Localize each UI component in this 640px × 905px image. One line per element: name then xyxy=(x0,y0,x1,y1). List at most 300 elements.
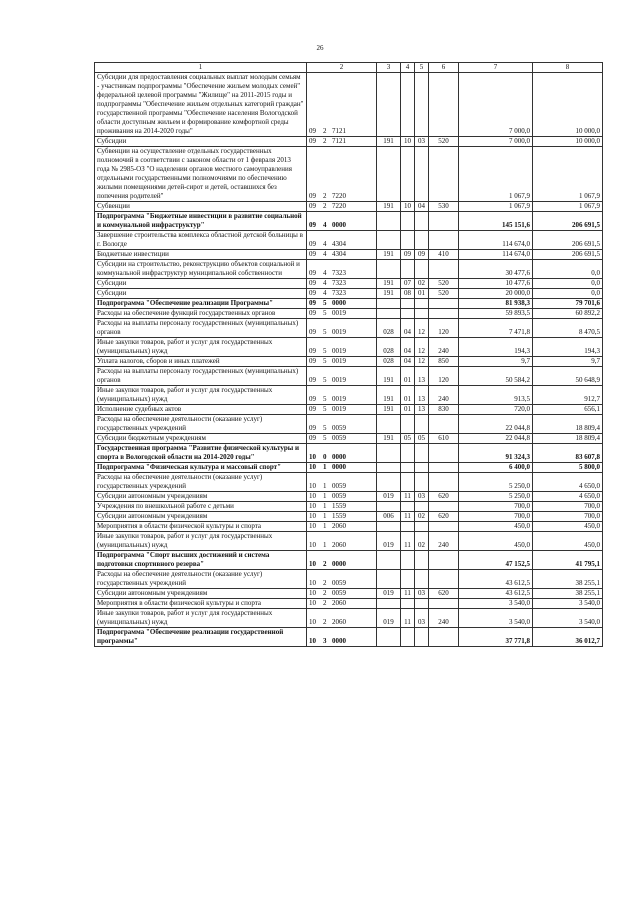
section-code: 10 xyxy=(401,137,415,147)
code-part: 10 xyxy=(309,541,316,549)
code-part: 2060 xyxy=(332,522,346,530)
row-name: Субсидии автономным учреждениям xyxy=(95,512,307,522)
table-row xyxy=(95,492,603,502)
grbs-code: 191 xyxy=(377,202,401,212)
grbs-code: 191 xyxy=(377,434,401,444)
section-code xyxy=(401,299,415,309)
row-name: Субвенции xyxy=(95,202,307,212)
subsection-code: 13 xyxy=(415,386,429,405)
subsection-code: 02 xyxy=(415,279,429,289)
expense-type-code: 520 xyxy=(429,289,459,299)
grbs-code: 019 xyxy=(377,492,401,502)
code-part: 0019 xyxy=(332,357,346,365)
grbs-code: 191 xyxy=(377,386,401,405)
code-part: 5 xyxy=(323,299,327,307)
section-code: 11 xyxy=(401,609,415,628)
row-name: Учреждения по внешкольной работе с детьми xyxy=(95,502,307,512)
table-row xyxy=(95,319,603,338)
subsection-code: 03 xyxy=(415,137,429,147)
grbs-code xyxy=(377,212,401,231)
code-part: 09 xyxy=(309,424,316,432)
code-part: 0019 xyxy=(332,395,346,403)
code-part: 10 xyxy=(309,453,316,461)
amount-year-2: 700,0 xyxy=(533,512,603,522)
amount-year-1: 22 044,8 xyxy=(459,434,533,444)
target-article-code xyxy=(307,357,377,367)
amount-year-1: 450,0 xyxy=(459,532,533,551)
code-part: 1 xyxy=(323,463,327,471)
table-row xyxy=(95,570,603,589)
amount-year-2: 38 255,1 xyxy=(533,589,603,599)
table-row xyxy=(95,444,603,463)
expense-type-code xyxy=(429,444,459,463)
expense-type-code: 240 xyxy=(429,338,459,357)
amount-year-1: 145 151,6 xyxy=(459,212,533,231)
code-part: 10 xyxy=(309,637,316,645)
grbs-code: 191 xyxy=(377,137,401,147)
subsection-code: 12 xyxy=(415,357,429,367)
amount-year-2: 10 000,0 xyxy=(533,137,603,147)
expense-type-code: 620 xyxy=(429,512,459,522)
amount-year-2: 0,0 xyxy=(533,289,603,299)
section-code: 07 xyxy=(401,279,415,289)
code-part: 2 xyxy=(323,192,327,200)
row-name: Субсидии бюджетным учреждениям xyxy=(95,434,307,444)
column-header: 5 xyxy=(415,63,429,73)
code-part: 5 xyxy=(323,309,327,317)
code-part: 09 xyxy=(309,434,316,442)
amount-year-1: 20 000,0 xyxy=(459,289,533,299)
row-name: Субсидии для предоставления социальных выплат молодым семьям - участникам подпрограммы "Обеспечение жильем молодых семей" федеральной целевой программы "Жилище" на 2011-2015 годы и подпрограммы "Обеспечение жильем отдельных категорий граждан" государственной программы "Обеспечение населения Вологодской области доступным жильем и формирование комфортной среды проживания на 2014-2020 годы" xyxy=(95,73,307,137)
amount-year-2: 700,0 xyxy=(533,502,603,512)
column-header: 3 xyxy=(377,63,401,73)
amount-year-1: 81 938,3 xyxy=(459,299,533,309)
code-part: 09 xyxy=(309,137,316,145)
amount-year-1: 194,3 xyxy=(459,338,533,357)
row-name: Исполнение судебных актов xyxy=(95,405,307,415)
code-part: 2060 xyxy=(332,599,346,607)
amount-year-2: 36 012,7 xyxy=(533,628,603,647)
section-code xyxy=(401,444,415,463)
table-row xyxy=(95,367,603,386)
code-part: 0019 xyxy=(332,376,346,384)
code-part: 10 xyxy=(309,492,316,500)
expense-type-code xyxy=(429,570,459,589)
code-part: 0059 xyxy=(332,424,346,432)
code-part: 09 xyxy=(309,347,316,355)
table-row xyxy=(95,250,603,260)
expense-type-code: 240 xyxy=(429,532,459,551)
subsection-code xyxy=(415,299,429,309)
code-part: 2 xyxy=(323,589,327,597)
expense-type-code: 120 xyxy=(429,319,459,338)
section-code xyxy=(401,599,415,609)
target-article-code xyxy=(307,570,377,589)
grbs-code: 028 xyxy=(377,338,401,357)
code-part: 5 xyxy=(323,405,327,413)
code-part: 0059 xyxy=(332,492,346,500)
row-name: Расходы на выплаты персоналу государственных (муниципальных) органов xyxy=(95,319,307,338)
grbs-code: 191 xyxy=(377,279,401,289)
column-header: 2 xyxy=(307,63,377,73)
code-part: 0059 xyxy=(332,482,346,490)
column-header: 7 xyxy=(459,63,533,73)
target-article-code xyxy=(307,289,377,299)
amount-year-2: 60 892,2 xyxy=(533,309,603,319)
amount-year-1: 50 584,2 xyxy=(459,367,533,386)
target-article-code xyxy=(307,386,377,405)
table-row xyxy=(95,202,603,212)
code-part: 1559 xyxy=(332,512,346,520)
subsection-code: 13 xyxy=(415,367,429,386)
row-name: Иные закупки товаров, работ и услуг для государственных (муниципальных) нужд xyxy=(95,609,307,628)
code-part: 1 xyxy=(323,522,327,530)
expense-type-code xyxy=(429,260,459,279)
code-part: 7220 xyxy=(332,202,346,210)
amount-year-1: 7 000,0 xyxy=(459,73,533,137)
amount-year-1: 3 540,0 xyxy=(459,609,533,628)
section-code: 04 xyxy=(401,319,415,338)
code-part: 1 xyxy=(323,502,327,510)
subsection-code: 05 xyxy=(415,434,429,444)
section-code: 04 xyxy=(401,357,415,367)
grbs-code: 191 xyxy=(377,405,401,415)
target-article-code xyxy=(307,202,377,212)
code-part: 09 xyxy=(309,269,316,277)
table-row xyxy=(95,405,603,415)
code-part: 5 xyxy=(323,376,327,384)
subsection-code xyxy=(415,473,429,492)
code-part: 0019 xyxy=(332,347,346,355)
row-name: Расходы на обеспечение деятельности (оказание услуг) государственных учреждений xyxy=(95,473,307,492)
section-code: 11 xyxy=(401,492,415,502)
expense-type-code xyxy=(429,599,459,609)
grbs-code xyxy=(377,599,401,609)
amount-year-1: 59 893,5 xyxy=(459,309,533,319)
code-part: 1559 xyxy=(332,502,346,510)
code-part: 10 xyxy=(309,502,316,510)
amount-year-1: 5 250,0 xyxy=(459,492,533,502)
expense-type-code xyxy=(429,628,459,647)
code-part: 09 xyxy=(309,250,316,258)
table-row xyxy=(95,279,603,289)
grbs-code xyxy=(377,415,401,434)
row-name: Подпрограмма "Спорт высших достижений и система подготовки спортивного резерва" xyxy=(95,551,307,570)
code-part: 1 xyxy=(323,482,327,490)
page-number: 26 xyxy=(316,44,324,52)
target-article-code xyxy=(307,463,377,473)
code-part: 09 xyxy=(309,202,316,210)
table-row xyxy=(95,147,603,202)
code-part: 10 xyxy=(309,482,316,490)
target-article-code xyxy=(307,147,377,202)
expense-type-code: 240 xyxy=(429,386,459,405)
target-article-code xyxy=(307,415,377,434)
amount-year-2: 10 000,0 xyxy=(533,73,603,137)
expense-type-code: 120 xyxy=(429,367,459,386)
code-part: 7121 xyxy=(332,137,346,145)
code-part: 4 xyxy=(323,240,327,248)
column-header: 4 xyxy=(401,63,415,73)
grbs-code xyxy=(377,522,401,532)
code-part: 1 xyxy=(323,492,327,500)
grbs-code xyxy=(377,309,401,319)
expense-type-code: 530 xyxy=(429,202,459,212)
grbs-code: 191 xyxy=(377,250,401,260)
table-row xyxy=(95,434,603,444)
section-code xyxy=(401,260,415,279)
grbs-code xyxy=(377,570,401,589)
target-article-code xyxy=(307,250,377,260)
grbs-code xyxy=(377,147,401,202)
target-article-code xyxy=(307,299,377,309)
code-part: 4304 xyxy=(332,240,346,248)
code-part: 0000 xyxy=(332,221,346,229)
grbs-code xyxy=(377,502,401,512)
target-article-code xyxy=(307,589,377,599)
subsection-code: 02 xyxy=(415,532,429,551)
expense-type-code: 620 xyxy=(429,589,459,599)
expense-type-code xyxy=(429,522,459,532)
table-row xyxy=(95,299,603,309)
expense-type-code xyxy=(429,502,459,512)
grbs-code xyxy=(377,299,401,309)
section-code xyxy=(401,502,415,512)
expense-type-code: 240 xyxy=(429,609,459,628)
table-row xyxy=(95,463,603,473)
code-part: 0000 xyxy=(332,299,346,307)
row-name: Субсидии автономным учреждениям xyxy=(95,492,307,502)
code-part: 09 xyxy=(309,299,316,307)
subsection-code xyxy=(415,570,429,589)
budget-table xyxy=(94,62,603,647)
target-article-code xyxy=(307,444,377,463)
target-article-code xyxy=(307,512,377,522)
row-name: Подпрограмма "Физическая культура и массовый спорт" xyxy=(95,463,307,473)
subsection-code: 04 xyxy=(415,202,429,212)
code-part: 5 xyxy=(323,357,327,365)
amount-year-1: 9,7 xyxy=(459,357,533,367)
amount-year-2: 656,1 xyxy=(533,405,603,415)
subsection-code: 09 xyxy=(415,250,429,260)
code-part: 09 xyxy=(309,405,316,413)
code-part: 10 xyxy=(309,522,316,530)
table-row xyxy=(95,289,603,299)
subsection-code: 13 xyxy=(415,405,429,415)
subsection-code xyxy=(415,522,429,532)
table-row xyxy=(95,309,603,319)
amount-year-2: 4 650,0 xyxy=(533,473,603,492)
subsection-code xyxy=(415,628,429,647)
expense-type-code xyxy=(429,551,459,570)
subsection-code xyxy=(415,415,429,434)
target-article-code xyxy=(307,319,377,338)
amount-year-1: 37 771,8 xyxy=(459,628,533,647)
grbs-code xyxy=(377,444,401,463)
column-header: 1 xyxy=(95,63,307,73)
code-part: 09 xyxy=(309,376,316,384)
amount-year-2: 450,0 xyxy=(533,532,603,551)
expense-type-code xyxy=(429,212,459,231)
amount-year-1: 22 044,8 xyxy=(459,415,533,434)
amount-year-1: 114 674,0 xyxy=(459,231,533,250)
row-name: Бюджетные инвестиции xyxy=(95,250,307,260)
target-article-code xyxy=(307,405,377,415)
amount-year-1: 7 471,8 xyxy=(459,319,533,338)
amount-year-1: 1 067,9 xyxy=(459,202,533,212)
amount-year-2: 206 691,5 xyxy=(533,212,603,231)
target-article-code xyxy=(307,492,377,502)
subsection-code xyxy=(415,551,429,570)
amount-year-1: 1 067,9 xyxy=(459,147,533,202)
code-part: 09 xyxy=(309,240,316,248)
section-code xyxy=(401,212,415,231)
target-article-code xyxy=(307,338,377,357)
table-row xyxy=(95,609,603,628)
amount-year-2: 18 809,4 xyxy=(533,415,603,434)
expense-type-code xyxy=(429,309,459,319)
code-part: 10 xyxy=(309,512,316,520)
table-row xyxy=(95,231,603,250)
amount-year-1: 43 612,5 xyxy=(459,589,533,599)
section-code xyxy=(401,628,415,647)
code-part: 2 xyxy=(323,137,327,145)
section-code: 11 xyxy=(401,532,415,551)
table-row xyxy=(95,338,603,357)
code-part: 1 xyxy=(323,512,327,520)
amount-year-2: 206 691,5 xyxy=(533,231,603,250)
table-row xyxy=(95,357,603,367)
amount-year-2: 18 809,4 xyxy=(533,434,603,444)
target-article-code xyxy=(307,434,377,444)
amount-year-2: 1 067,9 xyxy=(533,147,603,202)
table-row xyxy=(95,628,603,647)
amount-year-1: 91 324,3 xyxy=(459,444,533,463)
grbs-code: 028 xyxy=(377,319,401,338)
table-row xyxy=(95,532,603,551)
grbs-code xyxy=(377,231,401,250)
amount-year-1: 700,0 xyxy=(459,512,533,522)
amount-year-1: 3 540,0 xyxy=(459,599,533,609)
code-part: 2060 xyxy=(332,541,346,549)
grbs-code xyxy=(377,473,401,492)
row-name: Субсидии xyxy=(95,137,307,147)
code-part: 7220 xyxy=(332,192,346,200)
code-part: 0019 xyxy=(332,328,346,336)
code-part: 0059 xyxy=(332,434,346,442)
subsection-code: 03 xyxy=(415,609,429,628)
code-part: 7323 xyxy=(332,269,346,277)
section-code: 01 xyxy=(401,386,415,405)
code-part: 0 xyxy=(323,453,327,461)
amount-year-1: 43 612,5 xyxy=(459,570,533,589)
amount-year-2: 41 795,1 xyxy=(533,551,603,570)
code-part: 09 xyxy=(309,279,316,287)
target-article-code xyxy=(307,260,377,279)
code-part: 0000 xyxy=(332,463,346,471)
table-row xyxy=(95,512,603,522)
column-header: 8 xyxy=(533,63,603,73)
code-part: 3 xyxy=(323,637,327,645)
amount-year-2: 8 470,5 xyxy=(533,319,603,338)
code-part: 10 xyxy=(309,599,316,607)
target-article-code xyxy=(307,279,377,289)
table-header-row xyxy=(95,63,603,73)
code-part: 0000 xyxy=(332,637,346,645)
amount-year-2: 83 607,8 xyxy=(533,444,603,463)
row-name: Субсидии xyxy=(95,289,307,299)
grbs-code: 006 xyxy=(377,512,401,522)
section-code xyxy=(401,415,415,434)
code-part: 2 xyxy=(323,560,327,568)
section-code: 01 xyxy=(401,405,415,415)
amount-year-1: 114 674,0 xyxy=(459,250,533,260)
table-body xyxy=(95,63,603,647)
code-part: 2060 xyxy=(332,618,346,626)
code-part: 7323 xyxy=(332,289,346,297)
row-name: Подпрограмма "Обеспечение реализации Программы" xyxy=(95,299,307,309)
target-article-code xyxy=(307,532,377,551)
code-part: 10 xyxy=(309,463,316,471)
section-code: 11 xyxy=(401,589,415,599)
target-article-code xyxy=(307,502,377,512)
expense-type-code: 610 xyxy=(429,434,459,444)
subsection-code xyxy=(415,73,429,137)
expense-type-code xyxy=(429,231,459,250)
subsection-code xyxy=(415,309,429,319)
table-row xyxy=(95,73,603,137)
code-part: 2 xyxy=(323,202,327,210)
section-code xyxy=(401,522,415,532)
table-row xyxy=(95,260,603,279)
amount-year-2: 450,0 xyxy=(533,522,603,532)
section-code: 08 xyxy=(401,289,415,299)
code-part: 09 xyxy=(309,309,316,317)
table-row xyxy=(95,386,603,405)
amount-year-1: 30 477,6 xyxy=(459,260,533,279)
target-article-code xyxy=(307,628,377,647)
section-code xyxy=(401,473,415,492)
subsection-code xyxy=(415,463,429,473)
table-row xyxy=(95,473,603,492)
row-name: Подпрограмма "Бюджетные инвестиции в развитие социальной и коммунальной инфраструктур" xyxy=(95,212,307,231)
table-row xyxy=(95,589,603,599)
column-header: 6 xyxy=(429,63,459,73)
target-article-code xyxy=(307,73,377,137)
expense-type-code: 850 xyxy=(429,357,459,367)
section-code: 09 xyxy=(401,250,415,260)
section-code xyxy=(401,551,415,570)
code-part: 4304 xyxy=(332,250,346,258)
code-part: 10 xyxy=(309,560,316,568)
grbs-code: 191 xyxy=(377,367,401,386)
target-article-code xyxy=(307,609,377,628)
code-part: 4 xyxy=(323,289,327,297)
subsection-code: 03 xyxy=(415,589,429,599)
section-code: 11 xyxy=(401,512,415,522)
code-part: 09 xyxy=(309,289,316,297)
subsection-code xyxy=(415,147,429,202)
section-code xyxy=(401,463,415,473)
subsection-code: 03 xyxy=(415,492,429,502)
amount-year-2: 79 701,6 xyxy=(533,299,603,309)
row-name: Иные закупки товаров, работ и услуг для государственных (муниципальных) нужд xyxy=(95,532,307,551)
row-name: Мероприятия в области физической культуры и спорта xyxy=(95,522,307,532)
expense-type-code: 410 xyxy=(429,250,459,260)
table-row xyxy=(95,522,603,532)
target-article-code xyxy=(307,137,377,147)
table-row xyxy=(95,599,603,609)
